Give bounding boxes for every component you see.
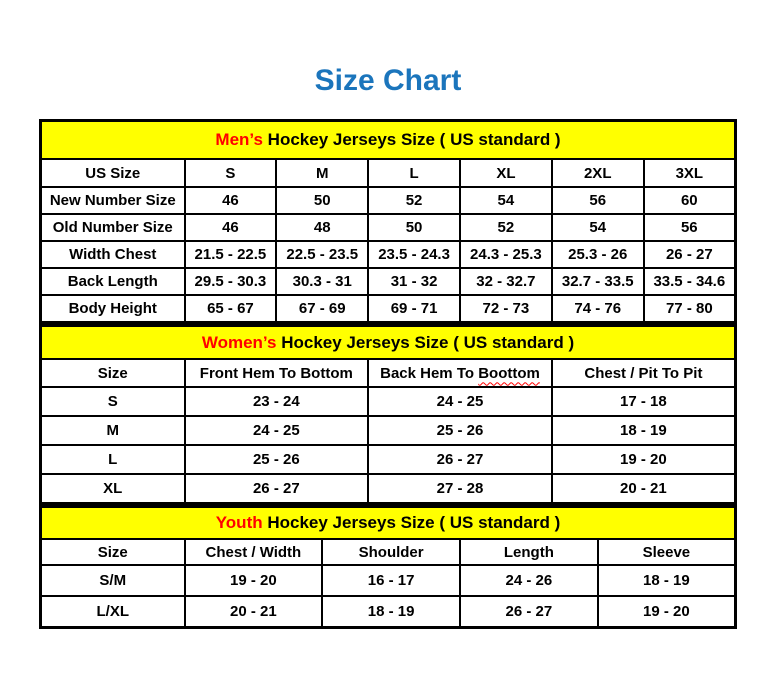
- row-label: New Number Size: [41, 187, 185, 214]
- size-value-cell: 54: [552, 214, 644, 241]
- size-value-cell: 26 - 27: [368, 445, 552, 474]
- size-value-cell: 60: [644, 187, 736, 214]
- column-header: XL: [460, 159, 552, 187]
- size-value-cell: 16 - 17: [322, 565, 460, 596]
- column-header: 2XL: [552, 159, 644, 187]
- row-label: L: [41, 445, 185, 474]
- size-value-cell: 24 - 26: [460, 565, 598, 596]
- column-header-text: Back Hem To: [380, 364, 479, 382]
- size-value-cell: 56: [644, 214, 736, 241]
- mens-size-table: [39, 119, 737, 324]
- womens-header-row: [41, 359, 736, 387]
- mens-title-rest: Hockey Jerseys Size ( US standard ): [262, 130, 561, 149]
- size-value-cell: 65 - 67: [185, 295, 277, 323]
- column-header: Shoulder: [322, 539, 460, 565]
- youth-title-highlight: Youth: [215, 513, 263, 532]
- youth-header-row: [41, 539, 736, 565]
- size-value-cell: 54: [460, 187, 552, 214]
- column-header: L: [368, 159, 460, 187]
- size-value-cell: 26 - 27: [460, 596, 598, 628]
- size-value-cell: 20 - 21: [552, 474, 736, 504]
- column-header: 3XL: [644, 159, 736, 187]
- row-label: Body Height: [41, 295, 185, 323]
- table-row: [41, 187, 736, 214]
- size-value-cell: 32.7 - 33.5: [552, 268, 644, 295]
- table-row: [41, 416, 736, 445]
- size-value-cell: 30.3 - 31: [276, 268, 368, 295]
- womens-table-title-row: [41, 326, 736, 360]
- size-value-cell: 18 - 19: [598, 565, 736, 596]
- row-label: Back Length: [41, 268, 185, 295]
- youth-size-table: [39, 505, 737, 629]
- column-header: Sleeve: [598, 539, 736, 565]
- row-label: M: [41, 416, 185, 445]
- table-row: [41, 295, 736, 323]
- size-value-cell: 31 - 32: [368, 268, 460, 295]
- column-header: S: [185, 159, 277, 187]
- size-value-cell: 48: [276, 214, 368, 241]
- table-row: [41, 474, 736, 504]
- size-value-cell: 69 - 71: [368, 295, 460, 323]
- size-value-cell: 19 - 20: [552, 445, 736, 474]
- column-header: Chest / Pit To Pit: [552, 359, 736, 387]
- size-value-cell: 50: [276, 187, 368, 214]
- size-value-cell: 32 - 32.7: [460, 268, 552, 295]
- size-value-cell: 52: [460, 214, 552, 241]
- size-value-cell: 25.3 - 26: [552, 241, 644, 268]
- column-header: Length: [460, 539, 598, 565]
- womens-title-rest: Hockey Jerseys Size ( US standard ): [276, 332, 575, 352]
- size-value-cell: 50: [368, 214, 460, 241]
- size-value-cell: 24.3 - 25.3: [460, 241, 552, 268]
- row-label: L/XL: [41, 596, 185, 628]
- column-header: Chest / Width: [185, 539, 323, 565]
- size-value-cell: 52: [368, 187, 460, 214]
- size-value-cell: 20 - 21: [185, 596, 323, 628]
- womens-table-title: [41, 326, 736, 360]
- size-value-cell: 18 - 19: [322, 596, 460, 628]
- size-value-cell: 56: [552, 187, 644, 214]
- table-row: [41, 268, 736, 295]
- size-value-cell: 74 - 76: [552, 295, 644, 323]
- column-header: [368, 359, 552, 387]
- misspelled-word: Boottom: [478, 364, 540, 382]
- table-row: [41, 596, 736, 628]
- size-value-cell: 27 - 28: [368, 474, 552, 504]
- row-label: S/M: [41, 565, 185, 596]
- youth-table-title: [41, 507, 736, 540]
- youth-table-title-row: [41, 507, 736, 540]
- size-value-cell: 25 - 26: [368, 416, 552, 445]
- table-row: [41, 387, 736, 416]
- mens-header-row: [41, 159, 736, 187]
- womens-title-highlight: Women’s: [201, 332, 277, 352]
- table-row: [41, 241, 736, 268]
- size-value-cell: 19 - 20: [598, 596, 736, 628]
- size-value-cell: 22.5 - 23.5: [276, 241, 368, 268]
- mens-title-highlight: Men’s: [215, 130, 263, 149]
- table-row: [41, 565, 736, 596]
- size-value-cell: 19 - 20: [185, 565, 323, 596]
- size-value-cell: 23 - 24: [185, 387, 369, 416]
- size-value-cell: 67 - 69: [276, 295, 368, 323]
- column-header: Size: [41, 359, 185, 387]
- size-value-cell: 21.5 - 22.5: [185, 241, 277, 268]
- row-label: S: [41, 387, 185, 416]
- size-value-cell: 18 - 19: [552, 416, 736, 445]
- size-value-cell: 29.5 - 30.3: [185, 268, 277, 295]
- size-value-cell: 17 - 18: [552, 387, 736, 416]
- table-row: [41, 445, 736, 474]
- size-value-cell: 33.5 - 34.6: [644, 268, 736, 295]
- mens-table-title-row: [41, 121, 736, 160]
- table-row: [41, 214, 736, 241]
- size-value-cell: 24 - 25: [185, 416, 369, 445]
- size-value-cell: 25 - 26: [185, 445, 369, 474]
- column-header: US Size: [41, 159, 185, 187]
- page-title: Size Chart: [314, 64, 462, 97]
- column-header: M: [276, 159, 368, 187]
- size-value-cell: 26 - 27: [185, 474, 369, 504]
- size-value-cell: 46: [185, 214, 277, 241]
- row-label: XL: [41, 474, 185, 504]
- size-value-cell: 24 - 25: [368, 387, 552, 416]
- column-header: Front Hem To Bottom: [185, 359, 369, 387]
- womens-size-table: [39, 324, 737, 505]
- row-label: Width Chest: [41, 241, 185, 268]
- youth-title-rest: Hockey Jerseys Size ( US standard ): [262, 513, 561, 532]
- row-label: Old Number Size: [41, 214, 185, 241]
- size-value-cell: 26 - 27: [644, 241, 736, 268]
- column-header: Size: [41, 539, 185, 565]
- mens-table-title: [41, 121, 736, 160]
- size-value-cell: 46: [185, 187, 277, 214]
- size-value-cell: 23.5 - 24.3: [368, 241, 460, 268]
- size-value-cell: 72 - 73: [460, 295, 552, 323]
- size-value-cell: 77 - 80: [644, 295, 736, 323]
